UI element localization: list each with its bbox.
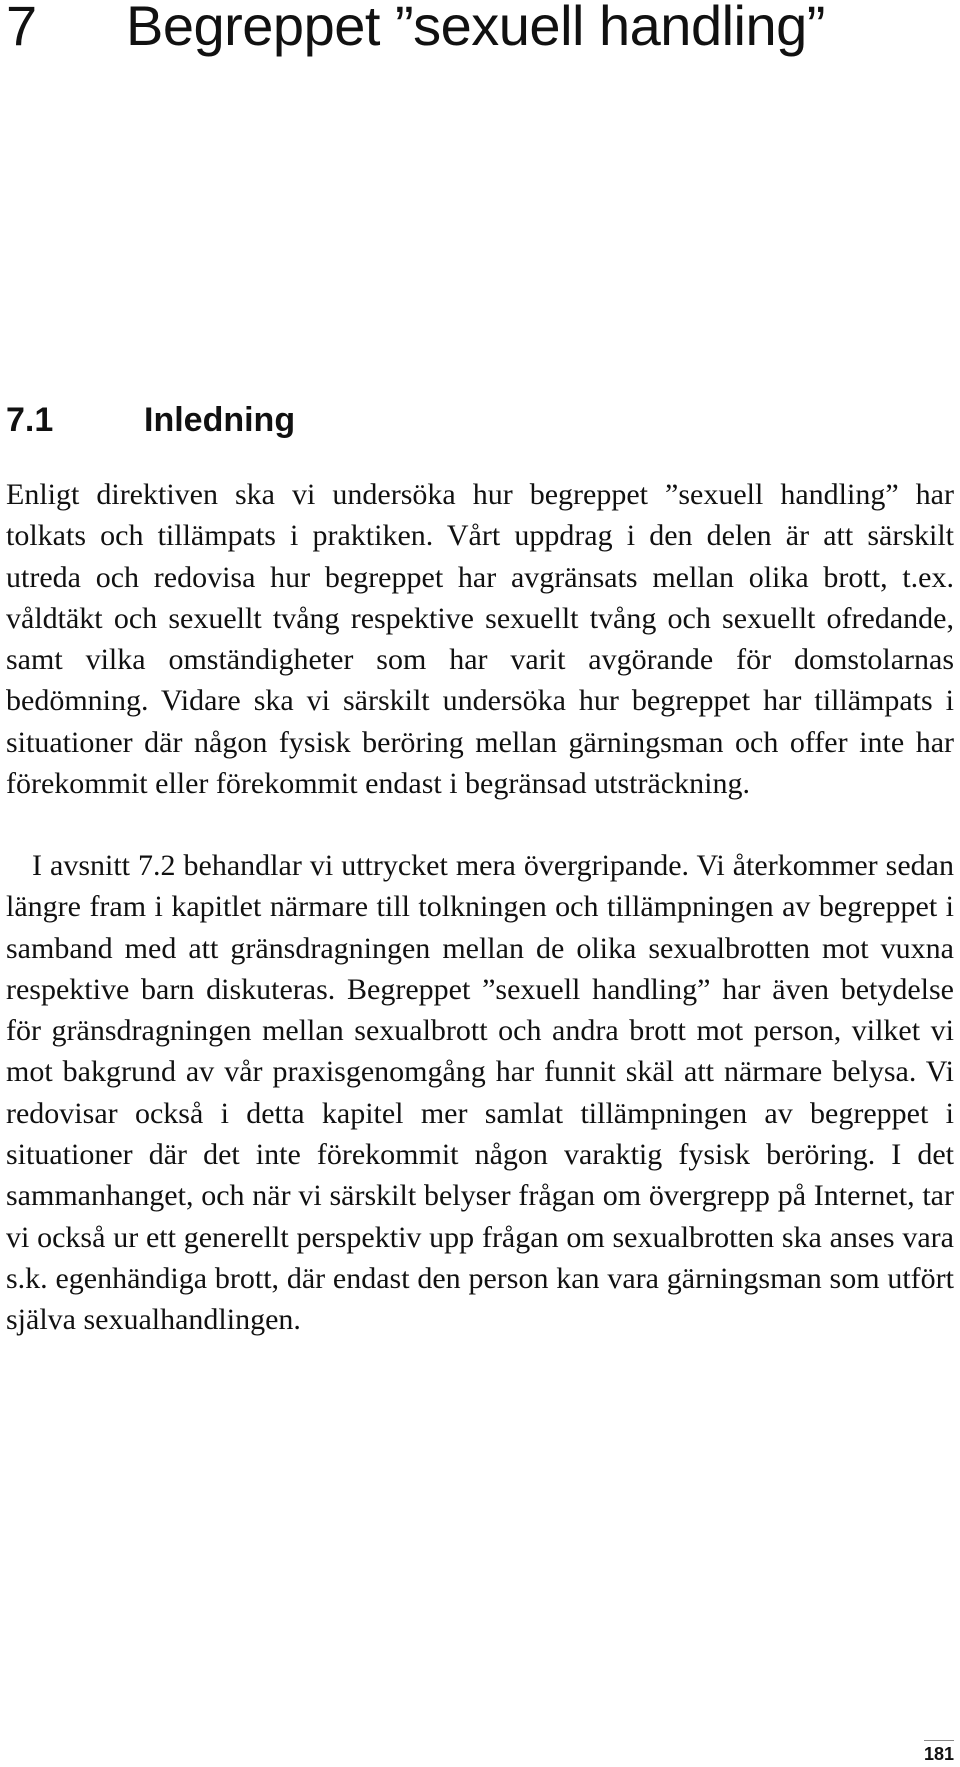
chapter-title-text: Begreppet ”sexuell handling”: [126, 0, 825, 57]
chapter-title: [6, 0, 825, 58]
page-number: 181: [924, 1740, 954, 1765]
section-number: 7.1: [6, 401, 54, 439]
section-heading: [6, 400, 295, 440]
section-title-text: Inledning: [144, 401, 296, 439]
paragraph: I avsnitt 7.2 behandlar vi uttrycket mera övergripande. Vi återkommer sedan längre fram i kapitlet närmare till tolkningen och tillämpningen av begreppet i samband med att gränsdragningen mellan de olika sexualbrotten mot vuxna respektive barn diskuteras. Begreppet ”sexuell handling” har även betydelse för gränsdragningen mellan sexualbrott och andra brott mot person, vilket vi mot bakgrund av vår praxisgenomgång har funnit skäl att närmare belysa. Vi redovisar också i detta kapitel mer samlat tillämpningen av begreppet i situationer där det inte förekommit någon varaktig fysisk beröring. I det sammanhanget, och när vi särskilt belyser frågan om övergrepp på Internet, tar vi också ur ett generellt perspektiv upp frågan om sexualbrotten ska anses vara s.k. egenhändiga brott, där endast den person kan vara gärningsman som utfört själva sexualhandlingen.: [6, 849, 954, 1337]
body-text-block-1: [6, 474, 954, 804]
paragraph: Enligt direktiven ska vi undersöka hur begreppet ”sexuell handling” har tolkats och tillämpats i praktiken. Vårt uppdrag i den delen är att särskilt utreda och redovisa hur begreppet har avgränsats mellan olika brott, t.ex. våldtäkt och sexuellt tvång respektive sexuellt tvång och sexuellt ofredande, samt vilka omständigheter som har varit avgörande för domstolarnas bedömning. Vidare ska vi särskilt undersöka hur begreppet har tillämpats i situationer där någon fysisk beröring mellan gärningsman och offer inte har förekommit eller förekommit endast i begränsad utsträckning.: [6, 478, 954, 801]
chapter-number: 7: [6, 0, 37, 57]
body-text-block-2: [6, 845, 954, 1341]
